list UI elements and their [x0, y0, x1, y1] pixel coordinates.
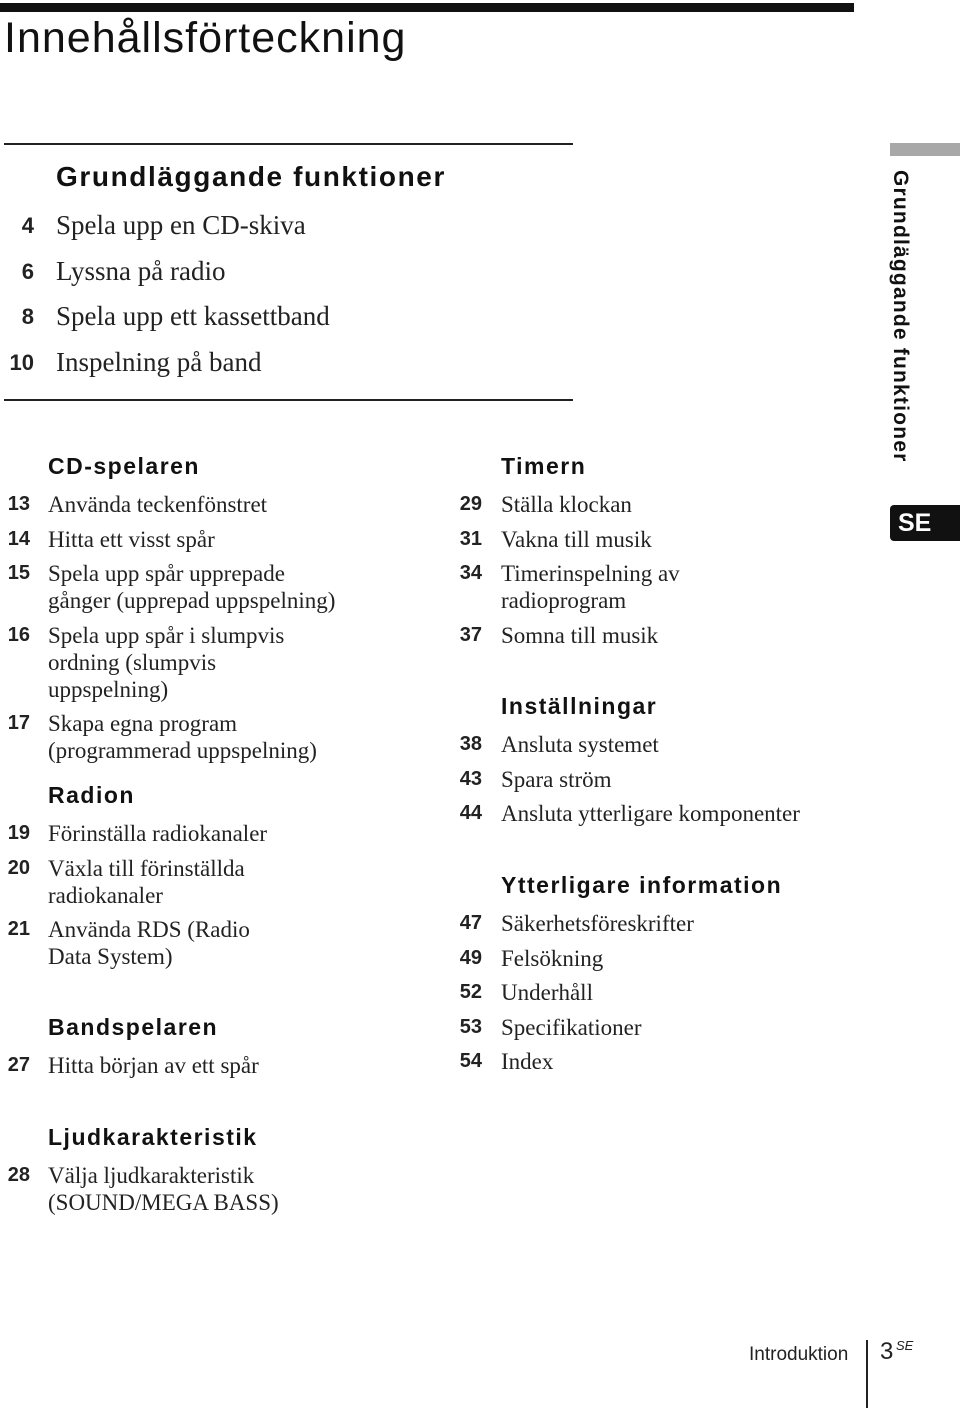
section-bandspelaren: [0, 1012, 428, 1087]
page-number: 49: [459, 946, 482, 969]
page-number: 47: [459, 912, 482, 934]
section-heading: Bandspelaren: [48, 1014, 219, 1040]
toc-entry[interactable]: [0, 256, 580, 302]
page-number-suffix: SE: [896, 1338, 914, 1353]
entry-title: Specifikationer: [501, 1014, 642, 1040]
section-heading: Ljudkarakteristik: [48, 1124, 258, 1150]
page-number: 43: [459, 767, 482, 790]
page-number: 15: [7, 562, 30, 584]
toc-entry[interactable]: [0, 622, 428, 703]
toc-entry[interactable]: [0, 916, 428, 970]
section-ljudkarakteristik: [0, 1122, 338, 1224]
language-badge: SE: [890, 505, 960, 541]
page-number: 6: [21, 258, 34, 284]
page-number: 29: [459, 493, 482, 515]
page-number-footer: 3: [880, 1338, 894, 1365]
page-number: 53: [459, 1015, 482, 1038]
entry-title: Hitta början av ett spår: [48, 1053, 259, 1078]
toc-entry[interactable]: [453, 979, 861, 1006]
entry-title: Spara ström: [501, 766, 612, 792]
section-heading: Inställningar: [501, 693, 658, 719]
divider: [4, 143, 573, 145]
section-heading: Timern: [501, 453, 587, 479]
page-number: 16: [7, 623, 30, 646]
page-number: 20: [7, 856, 30, 879]
page-title: Innehållsförteckning: [4, 14, 407, 62]
entry-title: Ansluta systemet: [501, 732, 659, 757]
toc-entry[interactable]: [0, 347, 580, 393]
entry-title: Underhåll: [501, 980, 593, 1005]
toc-entry[interactable]: [453, 560, 861, 614]
entry-title: Spela upp en CD-skiva: [56, 210, 306, 240]
entry-title: Spela upp spår i slumpvis ordning (slumpvis uppspelning): [48, 622, 285, 702]
footer-section-label: Introduktion: [749, 1344, 849, 1365]
entry-title: Somna till musik: [501, 622, 659, 648]
section-heading: Radion: [48, 782, 135, 808]
entry-title: Ställa klockan: [501, 492, 632, 517]
page-number: 34: [459, 562, 482, 584]
side-tab-marker: [890, 143, 960, 156]
toc-entry[interactable]: [453, 731, 861, 758]
entry-title: Vakna till musik: [501, 526, 652, 552]
entry-title: Ansluta ytterligare komponenter: [501, 801, 800, 826]
toc-entry[interactable]: [0, 855, 428, 909]
page-number: 10: [9, 349, 34, 375]
toc-entry[interactable]: [0, 301, 580, 347]
entry-title: Hitta ett visst spår: [48, 526, 215, 552]
page-number: 27: [7, 1054, 30, 1076]
entry-title: Inspelning på band: [56, 346, 262, 377]
toc-entry[interactable]: [453, 945, 861, 972]
entry-title: Timerinspelning av radioprogram: [501, 561, 680, 613]
toc-entry[interactable]: [0, 210, 580, 256]
toc-entry[interactable]: [453, 1014, 861, 1041]
toc-entry[interactable]: [453, 526, 861, 553]
section-heading: CD-spelaren: [48, 453, 200, 479]
toc-entry[interactable]: [453, 800, 861, 827]
page-number: 4: [21, 213, 34, 238]
toc-entry[interactable]: [0, 710, 428, 764]
page-number: 52: [459, 981, 482, 1003]
section-heading: Grundläggande funktioner: [56, 161, 446, 192]
entry-title: Skapa egna program (programmerad uppspelning): [48, 711, 317, 763]
entry-title: Spela upp spår upprepade gånger (upprepad uppspelning): [48, 561, 336, 613]
entry-title: Felsökning: [501, 945, 604, 971]
toc-entry[interactable]: [0, 526, 428, 553]
toc-entry[interactable]: [453, 622, 861, 649]
toc-entry[interactable]: [0, 491, 428, 518]
entry-title: Förinställa radiokanaler: [48, 821, 268, 846]
divider: [4, 399, 573, 401]
entry-title: Växla till förinställda radiokanaler: [48, 855, 245, 908]
page-number: 28: [7, 1164, 30, 1186]
page-number: 54: [459, 1050, 482, 1072]
entry-title: Index: [501, 1049, 554, 1074]
toc-entry[interactable]: [0, 1162, 338, 1216]
toc-entry[interactable]: [0, 560, 428, 614]
footer-divider: [866, 1340, 868, 1408]
section-timern: [453, 451, 861, 656]
toc-entry[interactable]: [453, 1048, 861, 1075]
section-grundlaggande-funktioner: [0, 160, 580, 392]
entry-title: Använda teckenfönstret: [48, 492, 268, 517]
section-installningar: [453, 691, 861, 835]
side-tab-label: Grundläggande funktioner: [889, 170, 912, 463]
page-number: 38: [459, 733, 482, 755]
page-number: 13: [7, 493, 30, 515]
page-number: 17: [7, 712, 30, 734]
section-heading: Ytterligare information: [501, 872, 783, 898]
toc-entry[interactable]: [0, 820, 428, 847]
page-number: 21: [7, 918, 30, 940]
toc-entry[interactable]: [0, 1052, 428, 1079]
entry-title: Välja ljudkarakteristik (SOUND/MEGA BASS): [48, 1163, 279, 1215]
toc-entry[interactable]: [453, 910, 861, 937]
toc-entry[interactable]: [453, 491, 861, 518]
page-number: 31: [459, 527, 482, 550]
entry-title: Säkerhetsföreskrifter: [501, 911, 694, 936]
page-number: 37: [459, 623, 482, 646]
page-number: 14: [7, 527, 30, 550]
toc-entry[interactable]: [453, 766, 861, 793]
entry-title: Lyssna på radio: [56, 255, 226, 286]
section-ytterligare-information: [453, 870, 861, 1083]
page-number: 8: [21, 304, 34, 329]
entry-title: Spela upp ett kassettband: [56, 301, 330, 331]
entry-title: Använda RDS (Radio Data System): [48, 917, 250, 969]
section-radion: [0, 780, 428, 978]
page-number: 19: [7, 822, 30, 844]
page-number: 44: [459, 802, 482, 824]
section-cd-spelaren: [0, 451, 428, 772]
top-rule: [0, 3, 854, 12]
